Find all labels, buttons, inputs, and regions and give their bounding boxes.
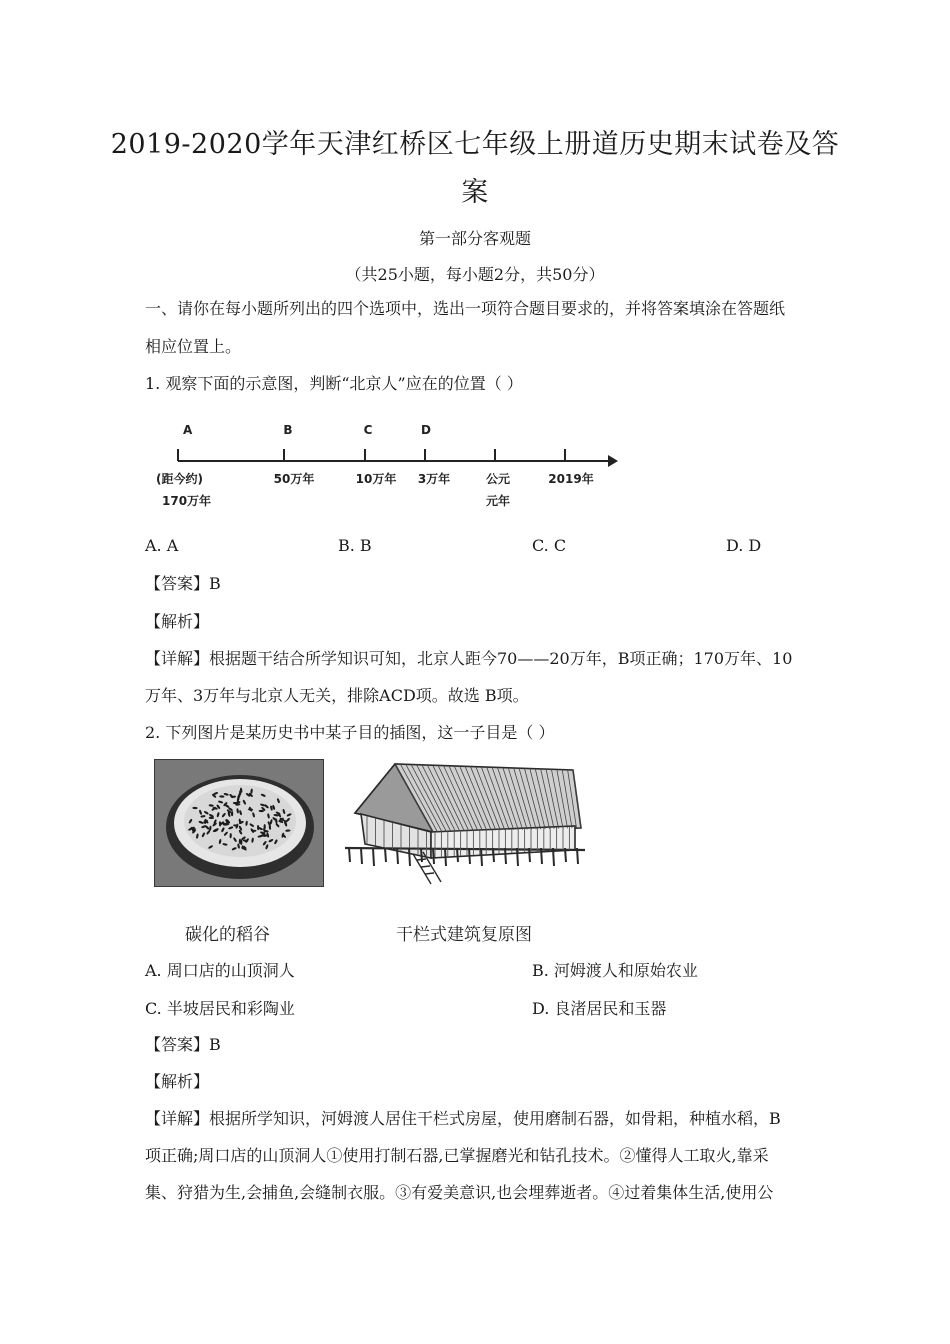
q1-option-b: B. B	[338, 536, 372, 555]
stilt-post	[457, 848, 458, 862]
stilt-post	[433, 848, 434, 864]
q2-option-b: B. 河姆渡人和原始农业	[532, 961, 698, 980]
stilt-post	[397, 848, 398, 864]
q2-detail-line-1: 【详解】根据所学知识，河姆渡人居住干栏式房屋，使用磨制石器，如骨耜，种植水稻，B	[145, 1109, 781, 1128]
stilt-post	[565, 848, 566, 862]
timeline-label-4-line2: 元年	[485, 494, 511, 508]
stilt-post	[541, 848, 542, 864]
q2-detail-line-3: 集、狩猎为生,会捕鱼,会缝制衣服。③有爱美意识,也会埋葬逝者。④过着集体生活,使用公	[145, 1183, 774, 1202]
q1-analysis-label: 【解析】	[145, 612, 210, 631]
stilt-house-image	[335, 758, 587, 888]
stilt-post	[481, 848, 482, 866]
stilt-post	[373, 848, 374, 866]
question-2-stem: 2. 下列图片是某历史书中某子目的插图，这一子目是（ ）	[145, 723, 555, 742]
stilt-post	[361, 848, 362, 864]
stilt-post	[349, 848, 350, 862]
part-note: （共25小题，每小题2分，共50分）	[345, 265, 605, 284]
q1-option-d: D. D	[726, 536, 762, 555]
caption-carbonized-rice: 碳化的稻谷	[185, 925, 270, 945]
stilt-post	[493, 848, 494, 862]
q1-detail-line-1: 【详解】根据题干结合所学知识可知，北京人距今70——20万年，B项正确；170万年、10	[145, 649, 793, 668]
timeline-label-5: 2019年	[548, 472, 594, 486]
caption-stilt-house: 干栏式建筑复原图	[396, 925, 532, 945]
q1-answer: 【答案】B	[145, 574, 221, 593]
stilt-post	[505, 848, 506, 864]
timeline-label-4: 公元	[485, 472, 511, 486]
stilt-post	[553, 848, 554, 866]
stilt-post	[469, 848, 470, 864]
carbonized-rice-image	[154, 759, 324, 887]
stilt-post	[409, 848, 410, 866]
stilt-post	[385, 848, 386, 862]
q1-option-c: C. C	[532, 536, 567, 555]
q2-option-a: A. 周口店的山顶洞人	[145, 961, 295, 980]
q2-analysis-label: 【解析】	[145, 1072, 210, 1091]
q2-option-d: D. 良渚居民和玉器	[532, 999, 667, 1018]
q1-detail-line-2: 万年、3万年与北京人无关，排除ACD项。故选 B项。	[145, 686, 529, 705]
timeline-label-2: 10万年	[355, 472, 397, 486]
q1-option-a: A. A	[145, 536, 179, 555]
rice-grain	[231, 811, 233, 816]
stilt-post	[517, 848, 518, 866]
timeline-marker-c: C	[363, 423, 373, 437]
document-title-line-1: 2019-2020学年天津红桥区七年级上册道历史期末试卷及答	[110, 129, 840, 160]
timeline-marker-d: D	[421, 423, 431, 437]
instructions-line-1: 一、请你在每小题所列出的四个选项中，选出一项符合题目要求的，并将答案填涂在答题纸	[145, 299, 786, 318]
timeline-marker-a: A	[183, 423, 193, 437]
stilt-post	[577, 848, 578, 864]
timeline-label-1: 50万年	[273, 472, 315, 486]
timeline-figure	[150, 415, 630, 520]
question-1-stem: 1. 观察下面的示意图，判断“北京人”应在的位置（ ）	[145, 374, 523, 393]
timeline-arrow	[608, 455, 618, 467]
timeline-marker-b: B	[283, 423, 293, 437]
document-title-line-2: 案	[461, 177, 489, 208]
q2-option-c: C. 半坡居民和彩陶业	[145, 999, 295, 1018]
timeline-label-0-line2: 170万年	[162, 494, 212, 508]
part-heading: 第一部分客观题	[418, 229, 531, 248]
q2-answer: 【答案】B	[145, 1035, 221, 1054]
timeline-label-3: 3万年	[417, 472, 451, 486]
timeline-label-0: (距今约)	[156, 472, 203, 486]
stilt-post	[445, 848, 446, 866]
instructions-line-2: 相应位置上。	[145, 337, 242, 356]
stilt-post	[529, 848, 530, 862]
q2-detail-line-2: 项正确;周口店的山顶洞人①使用打制石器,已掌握磨光和钻孔技术。②懂得人工取火,靠采	[145, 1146, 769, 1165]
